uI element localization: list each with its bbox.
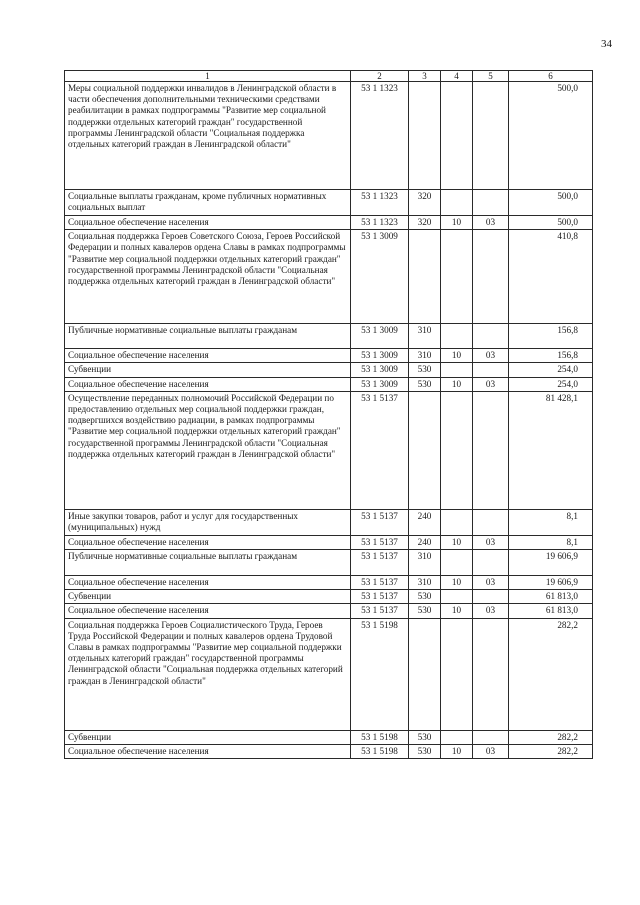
row-sum: 282,2	[509, 730, 593, 744]
table-row	[65, 391, 593, 509]
row-vr: 310	[409, 324, 441, 349]
row-name: Социальное обеспечение населения	[65, 349, 351, 363]
row-vr: 310	[409, 576, 441, 590]
column-header: 4	[441, 71, 473, 82]
row-sum: 282,2	[509, 744, 593, 758]
row-pr	[473, 391, 509, 509]
column-header: 1	[65, 71, 351, 82]
row-rz	[441, 730, 473, 744]
row-pr	[473, 82, 509, 190]
row-vr: 240	[409, 509, 441, 535]
row-vr: 530	[409, 363, 441, 377]
row-csr: 53 1 1323	[351, 190, 409, 216]
row-sum: 410,8	[509, 230, 593, 324]
row-vr: 530	[409, 590, 441, 604]
row-csr: 53 1 5137	[351, 576, 409, 590]
row-rz: 10	[441, 535, 473, 549]
row-name: Субвенции	[65, 730, 351, 744]
row-pr	[473, 230, 509, 324]
row-pr: 03	[473, 576, 509, 590]
table-header	[65, 71, 593, 82]
table-row	[65, 550, 593, 576]
row-rz: 10	[441, 349, 473, 363]
row-name: Меры социальной поддержки инвалидов в Ленинградской области в части обеспечения дополнительными техническими средствами реабилитации в рамках подпрограммы "Развитие мер социальной поддержки отдельных категорий граждан" государственной программы Ленинградской области "Социальная поддержка отдельных категорий граждан в Ленинградской области"	[65, 82, 351, 190]
row-sum: 61 813,0	[509, 604, 593, 618]
row-rz	[441, 190, 473, 216]
table-row	[65, 590, 593, 604]
column-header: 5	[473, 71, 509, 82]
row-csr: 53 1 3009	[351, 377, 409, 391]
row-name: Социальное обеспечение населения	[65, 604, 351, 618]
row-rz: 10	[441, 576, 473, 590]
row-rz: 10	[441, 377, 473, 391]
row-name: Социальное обеспечение населения	[65, 377, 351, 391]
row-pr: 03	[473, 604, 509, 618]
row-rz	[441, 324, 473, 349]
row-vr	[409, 618, 441, 730]
column-header: 2	[351, 71, 409, 82]
row-vr: 530	[409, 730, 441, 744]
row-pr	[473, 590, 509, 604]
row-pr	[473, 190, 509, 216]
row-rz	[441, 363, 473, 377]
row-pr	[473, 730, 509, 744]
row-sum: 156,8	[509, 349, 593, 363]
row-rz	[441, 618, 473, 730]
row-vr: 530	[409, 604, 441, 618]
row-rz: 10	[441, 604, 473, 618]
page-number: 34	[601, 38, 612, 50]
budget-table	[64, 70, 593, 759]
table-row	[65, 535, 593, 549]
table-body	[65, 82, 593, 759]
table-row	[65, 363, 593, 377]
row-rz	[441, 550, 473, 576]
row-rz	[441, 391, 473, 509]
row-pr	[473, 618, 509, 730]
row-pr	[473, 509, 509, 535]
row-pr: 03	[473, 744, 509, 758]
row-sum: 156,8	[509, 324, 593, 349]
row-csr: 53 1 3009	[351, 230, 409, 324]
table-row	[65, 349, 593, 363]
row-vr: 530	[409, 744, 441, 758]
row-csr: 53 1 1323	[351, 216, 409, 230]
row-name: Социальное обеспечение населения	[65, 216, 351, 230]
row-sum: 500,0	[509, 82, 593, 190]
row-csr: 53 1 5137	[351, 391, 409, 509]
row-sum: 19 606,9	[509, 576, 593, 590]
row-pr: 03	[473, 349, 509, 363]
row-vr: 310	[409, 349, 441, 363]
row-sum: 19 606,9	[509, 550, 593, 576]
table-row	[65, 744, 593, 758]
row-name: Социальное обеспечение населения	[65, 576, 351, 590]
row-name: Социальное обеспечение населения	[65, 744, 351, 758]
row-vr: 530	[409, 377, 441, 391]
row-rz	[441, 82, 473, 190]
row-sum: 500,0	[509, 190, 593, 216]
row-name: Социальная поддержка Героев Советского Союза, Героев Российской Федерации и полных кавалеров ордена Славы в рамках подпрограммы "Развитие мер социальной поддержки отдельных категорий граждан" государственной программы Ленинградской области "Социальная поддержка отдельных категорий граждан в Ленинградской области"	[65, 230, 351, 324]
row-vr: 310	[409, 550, 441, 576]
row-sum: 81 428,1	[509, 391, 593, 509]
row-sum: 254,0	[509, 363, 593, 377]
table-row	[65, 576, 593, 590]
row-name: Субвенции	[65, 363, 351, 377]
row-name: Осуществление переданных полномочий Российской Федерации по предоставлению отдельных мер социальной поддержки граждан, подвергшихся воздействию радиации, в рамках подпрограммы "Развитие мер социальной поддержки отдельных категорий граждан" государственной программы Ленинградской области "Социальная поддержка отдельных категорий граждан в Ленинградской области"	[65, 391, 351, 509]
table-row	[65, 230, 593, 324]
row-name: Иные закупки товаров, работ и услуг для государственных (муниципальных) нужд	[65, 509, 351, 535]
row-csr: 53 1 5137	[351, 509, 409, 535]
row-csr: 53 1 5198	[351, 744, 409, 758]
row-sum: 500,0	[509, 216, 593, 230]
table-row	[65, 216, 593, 230]
row-csr: 53 1 3009	[351, 363, 409, 377]
row-csr: 53 1 5198	[351, 730, 409, 744]
row-pr: 03	[473, 377, 509, 391]
table-row	[65, 82, 593, 190]
row-rz	[441, 590, 473, 604]
row-csr: 53 1 3009	[351, 324, 409, 349]
row-vr	[409, 391, 441, 509]
row-sum: 8,1	[509, 509, 593, 535]
row-pr: 03	[473, 535, 509, 549]
row-pr: 03	[473, 216, 509, 230]
row-rz: 10	[441, 744, 473, 758]
row-csr: 53 1 5137	[351, 590, 409, 604]
row-vr	[409, 230, 441, 324]
column-header: 3	[409, 71, 441, 82]
row-name: Социальная поддержка Героев Социалистического Труда, Героев Труда Российской Федерации и полных кавалеров ордена Трудовой Славы в рамках подпрограммы "Развитие мер социальной поддержки отдельных категорий граждан" государственной программы Ленинградской области "Социальная поддержка отдельных категорий граждан в Ленинградской области"	[65, 618, 351, 730]
row-sum: 282,2	[509, 618, 593, 730]
row-sum: 254,0	[509, 377, 593, 391]
row-name: Публичные нормативные социальные выплаты гражданам	[65, 550, 351, 576]
row-rz	[441, 230, 473, 324]
row-csr: 53 1 5198	[351, 618, 409, 730]
table-row	[65, 324, 593, 349]
row-sum: 61 813,0	[509, 590, 593, 604]
row-pr	[473, 324, 509, 349]
row-vr: 240	[409, 535, 441, 549]
row-name: Публичные нормативные социальные выплаты гражданам	[65, 324, 351, 349]
row-name: Субвенции	[65, 590, 351, 604]
row-csr: 53 1 3009	[351, 349, 409, 363]
row-vr: 320	[409, 216, 441, 230]
table-row	[65, 509, 593, 535]
row-csr: 53 1 5137	[351, 550, 409, 576]
row-pr	[473, 550, 509, 576]
header-row	[65, 71, 593, 82]
row-vr	[409, 82, 441, 190]
row-pr	[473, 363, 509, 377]
table-row	[65, 730, 593, 744]
row-sum: 8,1	[509, 535, 593, 549]
row-csr: 53 1 5137	[351, 535, 409, 549]
row-name: Социальные выплаты гражданам, кроме публичных нормативных социальных выплат	[65, 190, 351, 216]
table-row	[65, 190, 593, 216]
table-row	[65, 604, 593, 618]
table-row	[65, 618, 593, 730]
row-csr: 53 1 5137	[351, 604, 409, 618]
row-rz: 10	[441, 216, 473, 230]
row-rz	[441, 509, 473, 535]
row-vr: 320	[409, 190, 441, 216]
row-name: Социальное обеспечение населения	[65, 535, 351, 549]
row-csr: 53 1 1323	[351, 82, 409, 190]
column-header: 6	[509, 71, 593, 82]
table-row	[65, 377, 593, 391]
